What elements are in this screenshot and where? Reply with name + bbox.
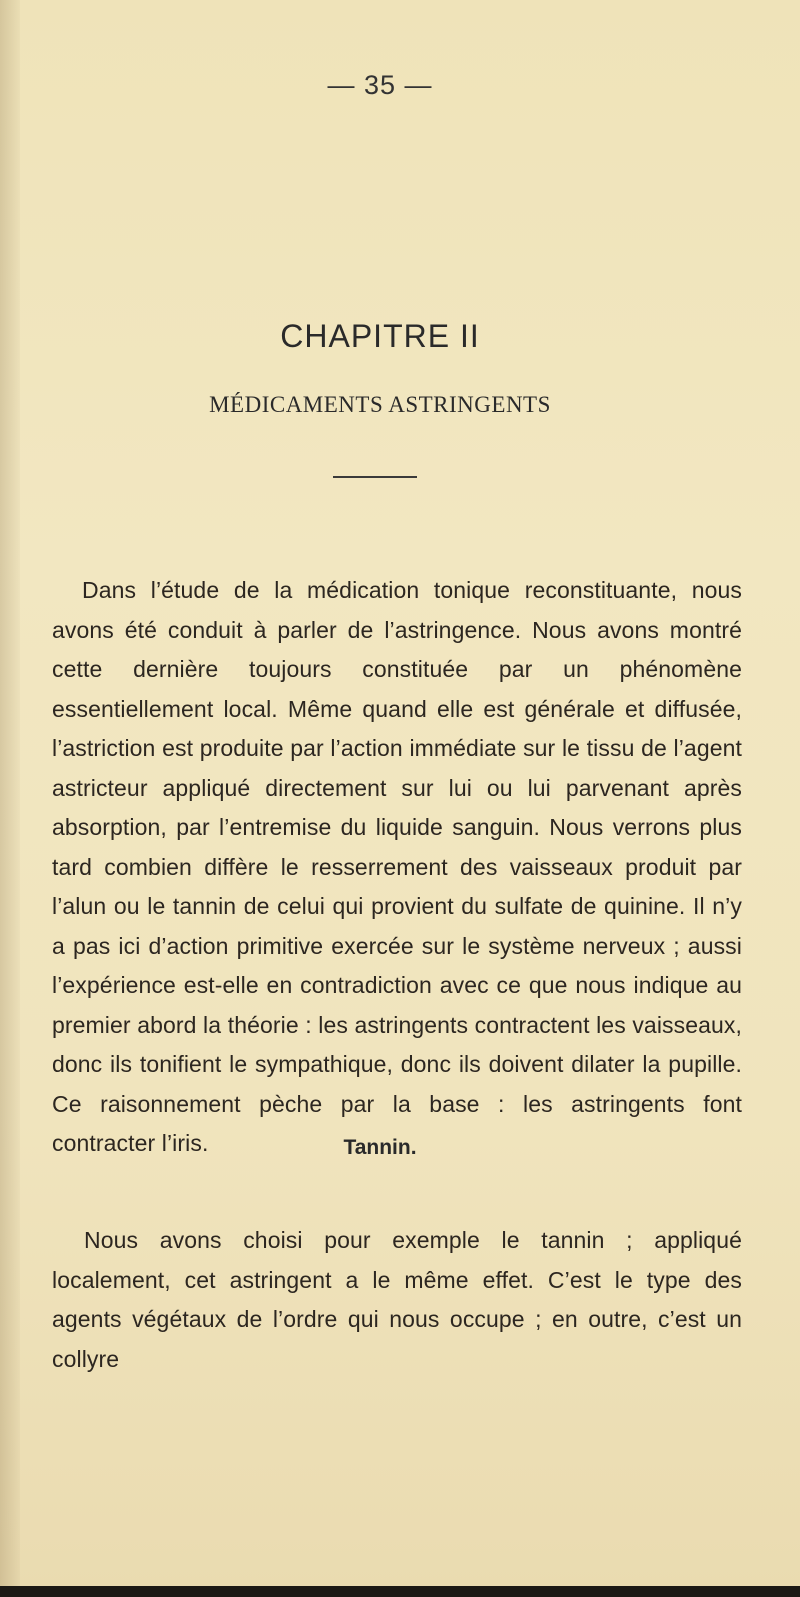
body-paragraph-2: Nous avons choisi pour exemple le tannin ; appliqué localement, cet astringent a le même effet. C’est le type des agents végétaux de l’ordre qui nous occupe ; en outre, c’est un collyre [52,1227,742,1372]
page-number: — 35 — [327,70,433,100]
chapter-title: CHAPITRE II [280,318,480,354]
chapter-subtitle: MÉDICAMENTS ASTRINGENTS [209,392,551,417]
section-heading: Tannin. [343,1136,417,1159]
page-bottom-edge [0,1586,800,1597]
body-paragraph-1: Dans l’étude de la médication tonique reconstituante, nous avons été conduit à parler de l’astringence. Nous avons montré cette dernière toujours constituée par un phénomène essentiellement local. Même quand elle est générale et diffusée, l’astriction est produite par l’action immédiate sur le tissu de l’agent astricteur appliqué directement sur lui ou lui parvenant après absorption, par l’entremise du liquide sanguin. Nous verrons plus tard combien diffère le resserrement des vaisseaux produit par l’alun ou le tannin de celui qui provient du sulfate de quinine. Il n’y a pas ici d’action primitive exercée sur le système nerveux ; aussi l’expérience est-elle en contradiction avec ce que nous indique au premier abord la théorie : les astringents contractent les vaisseaux, donc ils tonifient le sympathique, donc ils doivent dilater la pupille. Ce raisonnement pèche par la base : les astringents font contracter l’iris. [52,577,742,1156]
page-gutter-shadow [0,0,20,1597]
title-rule [333,476,417,478]
